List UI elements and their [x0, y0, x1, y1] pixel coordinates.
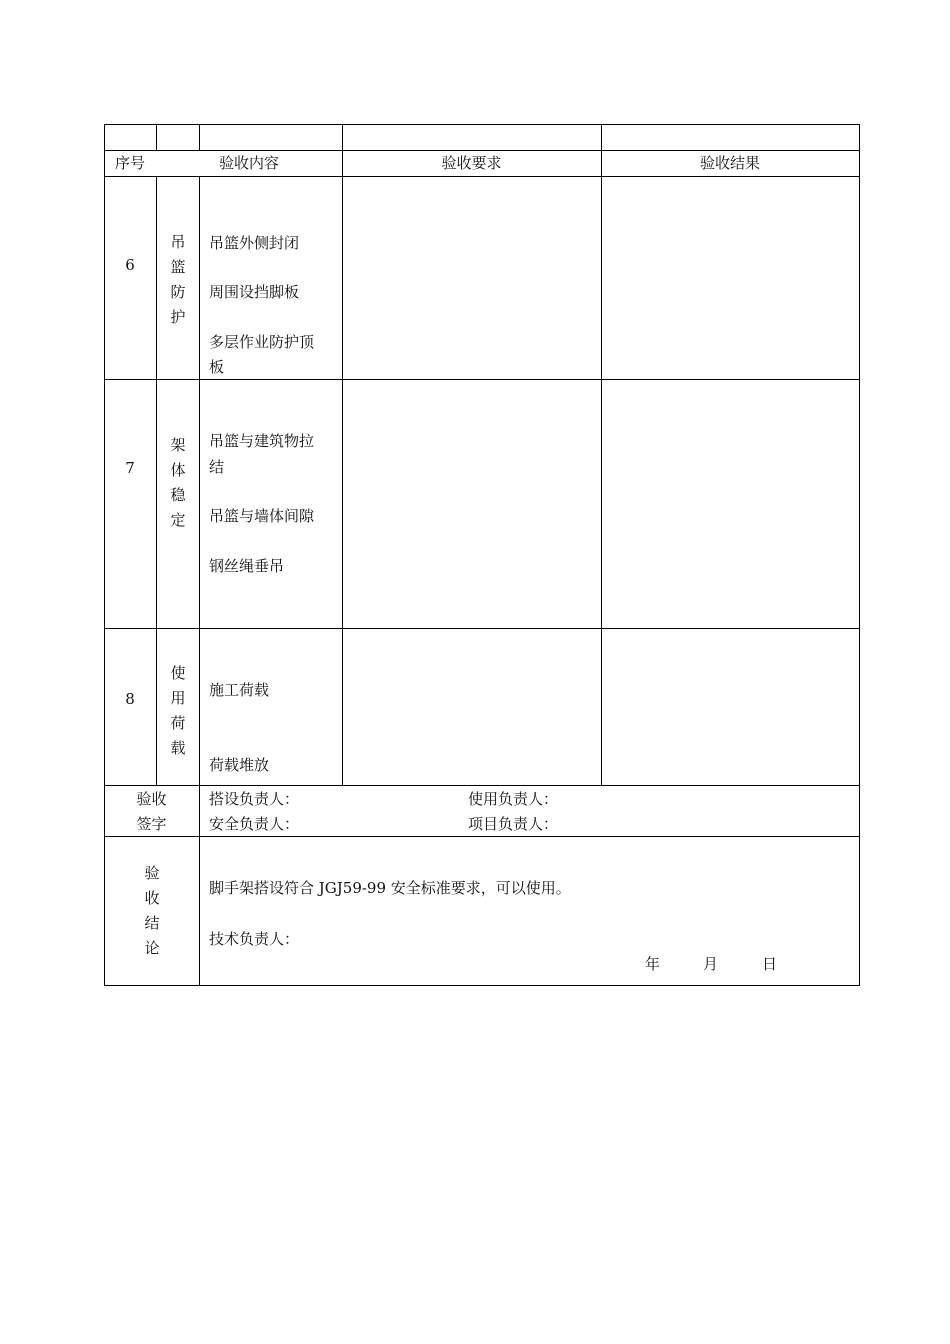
header-requirement: 验收要求 [441, 154, 502, 172]
header-no: 序号 [114, 154, 145, 172]
rule-col-no-a [156, 124, 157, 151]
date-year: 年 [645, 955, 661, 973]
item-text: 施工荷载 [209, 681, 270, 699]
rule-row6-bottom [104, 379, 860, 380]
conclusion-text: 脚手架搭设符合 JGJ59-99 安全标准要求，可以使用。 [209, 879, 571, 897]
safety-signature-label: 安全负责人： [209, 815, 300, 833]
item-text: 吊篮外侧封闭 [209, 234, 300, 252]
item-text: 多层作业防护顶 [209, 333, 315, 351]
project-signature-label: 项目负责人： [468, 815, 559, 833]
rule-col-cat-a [199, 124, 200, 151]
rule-top [104, 124, 860, 125]
date-month: 月 [703, 955, 719, 973]
row-number: 6 [125, 256, 135, 274]
rule-col-no-b [156, 176, 157, 786]
item-text: 周围设挡脚板 [209, 283, 300, 301]
rule-col-req [342, 124, 343, 786]
signature-label-line2: 签字 [136, 815, 167, 833]
row-category: 吊 篮 防 护 [170, 233, 186, 326]
conclusion-label: 验 收 结 论 [144, 864, 160, 957]
signature-label-line1: 验收 [136, 790, 167, 808]
rule-header-bottom [104, 176, 860, 177]
rule-col-res [601, 124, 602, 786]
row-category: 使 用 荷 载 [170, 664, 186, 757]
user-signature-label: 使用负责人： [468, 790, 559, 808]
rule-header-top [104, 150, 860, 151]
row-number: 7 [125, 459, 135, 477]
row-number: 8 [125, 690, 135, 708]
item-text: 吊篮与建筑物拉 [209, 432, 315, 450]
rule-sign-bottom [104, 836, 860, 837]
rule-col-cat-b [199, 176, 200, 986]
rule-row7-bottom [104, 628, 860, 629]
erector-signature-label: 搭设负责人： [209, 790, 300, 808]
rule-bottom [104, 985, 860, 986]
row-category: 架 体 稳 定 [170, 436, 186, 529]
item-text: 结 [209, 458, 225, 476]
rule-right [859, 124, 860, 986]
item-text: 吊篮与墙体间隙 [209, 507, 315, 525]
date-day: 日 [762, 955, 778, 973]
header-result: 验收结果 [699, 154, 760, 172]
header-content: 验收内容 [218, 154, 279, 172]
tech-signature-label: 技术负责人： [209, 930, 300, 948]
item-text: 板 [209, 358, 225, 376]
item-text: 荷载堆放 [209, 756, 270, 774]
rule-row8-bottom [104, 785, 860, 786]
item-text: 钢丝绳垂吊 [209, 557, 285, 575]
